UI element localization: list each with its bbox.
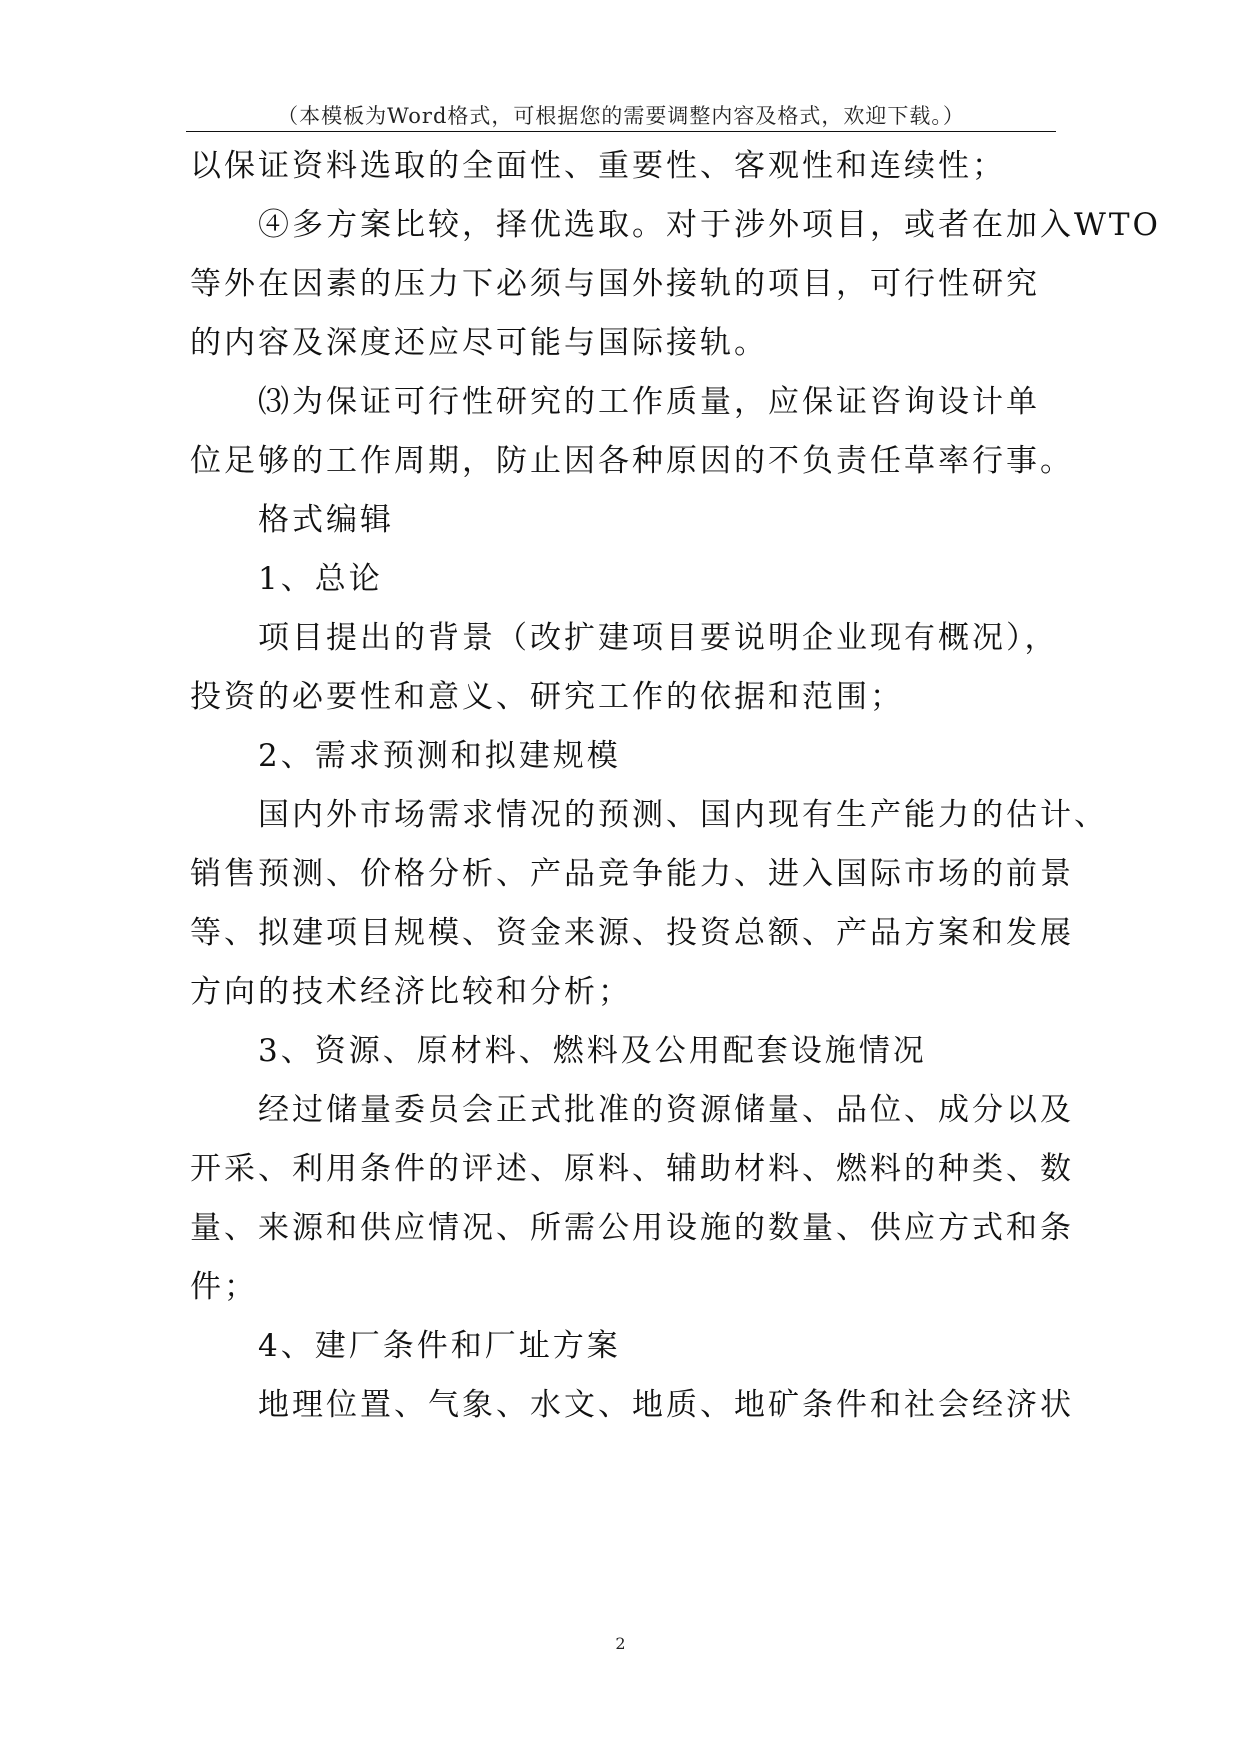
body-line: 项目提出的背景（改扩建项目要说明企业现有概况），	[258, 620, 1059, 656]
body-line: 以保证资料选取的全面性、重要性、客观性和连续性；	[190, 148, 1006, 184]
body-line: 等外在因素的压力下必须与国外接轨的项目，可行性研究	[190, 266, 1040, 302]
section-heading: 格式编辑	[258, 502, 394, 538]
body-line: 的内容及深度还应尽可能与国际接轨。	[190, 325, 768, 361]
header-note: （本模板为Word格式，可根据您的需要调整内容及格式，欢迎下载。）	[277, 104, 965, 128]
section-heading: 2、需求预测和拟建规模	[258, 738, 621, 774]
header-divider	[186, 131, 1056, 132]
body-line: 经过储量委员会正式批准的资源储量、品位、成分以及	[258, 1092, 1074, 1128]
body-line: 件；	[190, 1269, 258, 1305]
body-line: 国内外市场需求情况的预测、国内现有生产能力的估计、	[258, 797, 1108, 833]
body-line: ⑶为保证可行性研究的工作质量，应保证咨询设计单	[258, 384, 1040, 420]
body-line: 方向的技术经济比较和分析；	[190, 974, 632, 1010]
body-line: 销售预测、价格分析、产品竞争能力、进入国际市场的前景	[190, 856, 1074, 892]
body-line: 投资的必要性和意义、研究工作的依据和范围；	[190, 679, 904, 715]
body-line: 地理位置、气象、水文、地质、地矿条件和社会经济状	[258, 1387, 1074, 1423]
page-number: 2	[615, 1634, 626, 1653]
section-heading: 4、建厂条件和厂址方案	[258, 1328, 621, 1364]
body-line: 位足够的工作周期，防止因各种原因的不负责任草率行事。	[190, 443, 1074, 479]
body-line: 开采、利用条件的评述、原料、辅助材料、燃料的种类、数	[190, 1151, 1074, 1187]
body-line: 等、拟建项目规模、资金来源、投资总额、产品方案和发展	[190, 915, 1074, 951]
section-heading: 3、资源、原材料、燃料及公用配套设施情况	[258, 1033, 927, 1069]
body-line: 量、来源和供应情况、所需公用设施的数量、供应方式和条	[190, 1210, 1074, 1246]
section-heading: 1、总论	[258, 561, 383, 597]
body-line: ④多方案比较，择优选取。对于涉外项目，或者在加入WTO	[258, 207, 1161, 243]
